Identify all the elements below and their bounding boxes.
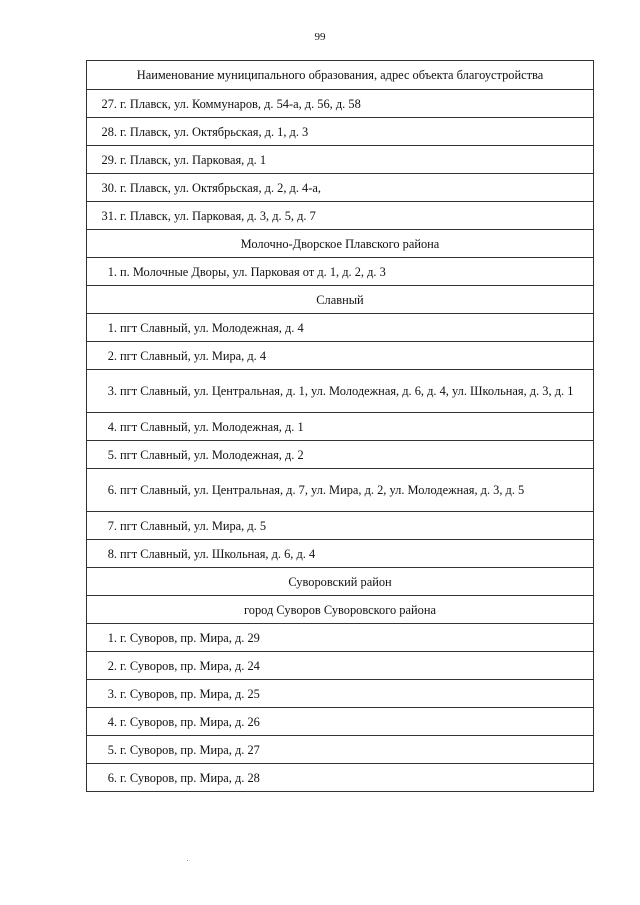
table-row [87, 202, 594, 230]
section-row [87, 568, 594, 596]
row-address: пгт Славный, ул. Мира, д. 5 [120, 518, 267, 533]
section-title: Суворовский район [87, 568, 594, 596]
table-row [87, 736, 594, 764]
row-number: 4. [107, 714, 117, 729]
table-row [87, 146, 594, 174]
row-number: 5. [107, 447, 117, 462]
row-number: 7. [107, 518, 117, 533]
table-row [87, 624, 594, 652]
row-address: п. Молочные Дворы, ул. Парковая от д. 1, д. 2, д. 3 [120, 264, 386, 279]
table-row [87, 90, 594, 118]
table-row [87, 118, 594, 146]
section-title: Славный [87, 286, 594, 314]
row-address: пгт Славный, ул. Центральная, д. 1, ул. Молодежная, д. 6, д. 4, ул. Школьная, д. 3, д. 1 [120, 384, 574, 398]
row-address: пгт Славный, ул. Молодежная, д. 2 [120, 447, 304, 462]
table-row [87, 342, 594, 370]
row-address: г. Плавск, ул. Коммунаров, д. 54-а, д. 56, д. 58 [120, 96, 361, 111]
row-number: 29. [101, 152, 117, 167]
section-title: Молочно-Дворское Плавского района [87, 230, 594, 258]
row-number: 31. [101, 208, 117, 223]
table-row [87, 512, 594, 540]
row-address: пгт Славный, ул. Школьная, д. 6, д. 4 [120, 546, 316, 561]
row-number: 30. [101, 180, 117, 195]
row-address: г. Суворов, пр. Мира, д. 24 [120, 658, 260, 673]
table-row [87, 314, 594, 342]
row-address: г. Плавск, ул. Парковая, д. 1 [120, 152, 267, 167]
row-number: 8. [107, 546, 117, 561]
row-number: 6. [107, 770, 117, 785]
row-number: 2. [107, 348, 117, 363]
row-number: 28. [101, 124, 117, 139]
table-header-cell: Наименование муниципального образования, адрес объекта благоустройства [87, 61, 594, 90]
table-row [87, 469, 594, 512]
row-address: г. Плавск, ул. Октябрьская, д. 2, д. 4-а, [120, 180, 321, 195]
row-address: г. Суворов, пр. Мира, д. 27 [120, 742, 260, 757]
row-number: 1. [107, 630, 117, 645]
row-address: г. Суворов, пр. Мира, д. 25 [120, 686, 260, 701]
row-address: пгт Славный, ул. Мира, д. 4 [120, 348, 267, 363]
row-address: г. Плавск, ул. Октябрьская, д. 1, д. 3 [120, 124, 309, 139]
row-address: пгт Славный, ул. Молодежная, д. 4 [120, 320, 304, 335]
row-number: 5. [107, 742, 117, 757]
table-row [87, 652, 594, 680]
row-address: г. Суворов, пр. Мира, д. 28 [120, 770, 260, 785]
table-row [87, 441, 594, 469]
row-number: 3. [107, 384, 117, 398]
row-number: 1. [107, 320, 117, 335]
section-title: город Суворов Суворовского района [87, 596, 594, 624]
row-number: 6. [107, 483, 117, 497]
row-number: 27. [101, 96, 117, 111]
table-row [87, 708, 594, 736]
row-number: 4. [107, 419, 117, 434]
row-number: 1. [107, 264, 117, 279]
page-number: 99 [314, 31, 326, 43]
table-row [87, 680, 594, 708]
table-row [87, 258, 594, 286]
row-address: г. Плавск, ул. Парковая, д. 3, д. 5, д. 7 [120, 208, 316, 223]
row-number: 3. [107, 686, 117, 701]
objects-table [86, 60, 594, 792]
table-header-row [87, 61, 594, 90]
scan-speck [187, 860, 188, 861]
table-row [87, 370, 594, 413]
row-address: пгт Славный, ул. Центральная, д. 7, ул. Мира, д. 2, ул. Молодежная, д. 3, д. 5 [120, 483, 525, 497]
row-address: пгт Славный, ул. Молодежная, д. 1 [120, 419, 304, 434]
table-row [87, 413, 594, 441]
section-row [87, 596, 594, 624]
row-address: г. Суворов, пр. Мира, д. 29 [120, 630, 260, 645]
table-row [87, 174, 594, 202]
table-row [87, 764, 594, 792]
section-row [87, 230, 594, 258]
section-row [87, 286, 594, 314]
row-address: г. Суворов, пр. Мира, д. 26 [120, 714, 260, 729]
table-row [87, 540, 594, 568]
row-number: 2. [107, 658, 117, 673]
